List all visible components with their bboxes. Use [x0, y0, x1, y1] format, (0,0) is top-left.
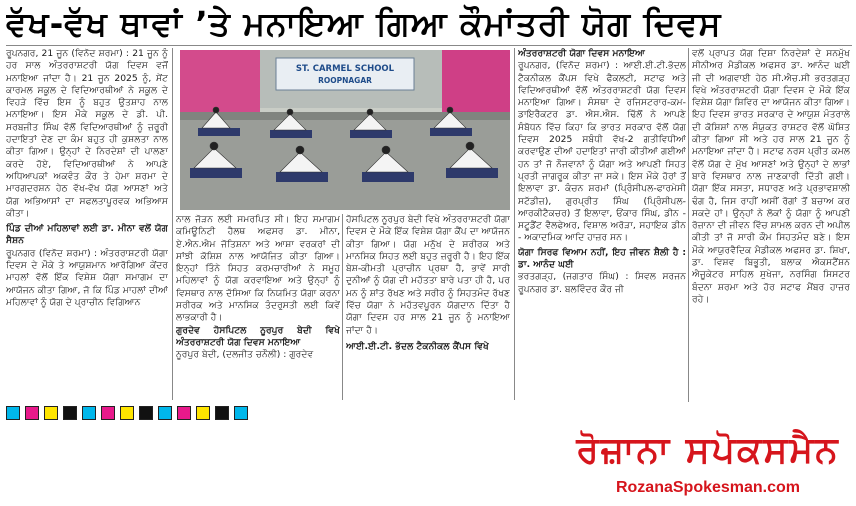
color-swatch	[101, 406, 115, 420]
color-swatch	[120, 406, 134, 420]
column-divider	[688, 48, 689, 402]
yoga-mat	[270, 130, 312, 138]
article-column-4	[518, 48, 686, 400]
student-head	[382, 146, 390, 154]
article-paragraph: ਰੂਪਨਗਰ (ਵਿਨੋਦ ਸ਼ਰਮਾ) : ਅੰਤਰਰਾਸ਼ਟਰੀ ਯੋਗਾ ਦਿਵਸ ਦੇ ਮੌਕੇ ਤੇ ਆਯੁਸ਼ਮਾਨ ਆਰੋਗਿਆ ਕੇਂਦਰ ਮਾਹਲਾਂ ਵੱਲੋਂ ਇੱਕ ਵਿਸ਼ੇਸ਼ ਯੋਗਾ ਸਮਾਗਮ ਦਾ ਆਯੋਜਨ ਕੀਤਾ ਗਿਆ, ਜੋ ਕਿ ਪਿੰਡ ਮਾਹਲਾਂ ਦੀਆਂ ਮਹਿਲਾਵਾਂ ਨੂੰ ਯੋਗ ਦੇ ਪ੍ਰਾਚੀਨ ਵਿਗਿਆਨ	[6, 247, 168, 308]
student-head	[213, 107, 219, 113]
column-divider	[514, 48, 515, 400]
article-column-3	[346, 214, 510, 400]
student-head	[287, 109, 293, 115]
article-subhead: ਅੰਤਰਰਾਸ਼ਟਰੀ ਯੋਗਾ ਦਿਵਸ ਮਨਾਇਆ	[518, 48, 645, 59]
column-divider	[172, 48, 173, 400]
article-column-2	[176, 214, 340, 400]
article-paragraph: ਹੋਸਪਿਟਲ ਨੂਰਪੁਰ ਬੇਦੀ ਵਿਖੇ ਅੰਤਰਰਾਸ਼ਟਰੀ ਯੋਗਾ ਦਿਵਸ ਦੇ ਮੌਕੇ ਇੱਕ ਵਿਸ਼ੇਸ਼ ਯੋਗਾ ਕੈਂਪ ਦਾ ਆਯੋਜਨ ਕੀਤਾ ਗਿਆ। ਯੋਗ ਮਨੁੱਖ ਦੇ ਸ਼ਰੀਰਕ ਅਤੇ ਮਾਨਸਿਕ ਸਿਹਤ ਲਈ ਬਹੁਤ ਜ਼ਰੂਰੀ ਹੈ। ਇਹ ਇੱਕ ਬੇਸ਼-ਕੀਮਤੀ ਪ੍ਰਾਚੀਨ ਪ੍ਰਥਾ ਹੈ, ਭਾਵੇਂ ਸਾਰੀ ਦੁਨੀਆਂ ਨੂੰ ਯੋਗ ਦੀ ਮਹੱਤਤਾ ਬਾਰੇ ਪਤਾ ਹੀ ਹੈ, ਪਰ ਮਨ ਨੂੰ ਸ਼ਾਂਤ ਰੱਖਣ ਅਤੇ ਸਰੀਰ ਨੂੰ ਸਿਹਤਮੰਦ ਰੱਖਣ ਵਿੱਚ ਯੋਗਾ ਨੇ ਮਹੱਤਵਪੂਰਨ ਯੋਗਦਾਨ ਦਿੱਤਾ ਹੈ ਯੋਗਾ ਦਿਵਸ ਹਰ ਸਾਲ 21 ਜੂਨ ਨੂੰ ਮਨਾਇਆ ਜਾਂਦਾ ਹੈ।	[346, 214, 510, 336]
right-curtain	[442, 50, 510, 112]
yoga-mat	[190, 168, 242, 178]
yoga-mat	[362, 172, 414, 182]
color-swatch	[196, 406, 210, 420]
headline: ਵੱਖ-ਵੱਖ ਥਾਵਾਂ ’ਤੇ ਮਨਾਇਆ ਗਿਆ ਕੌਮਾਂਤਰੀ ਯੋਗ ਦਿਵਸ	[6, 4, 722, 43]
newspaper-logo: ਰੋਜ਼ਾਨਾ ਸਪੋਕਸਮੈਨ	[576, 430, 840, 471]
yoga-mat	[350, 130, 392, 138]
website-url: RozanaSpokesman.com	[615, 479, 801, 496]
yoga-photo	[180, 50, 510, 210]
yoga-scene-illustration	[180, 50, 510, 210]
student-head	[210, 142, 218, 150]
yoga-mat	[430, 128, 472, 136]
color-swatch	[44, 406, 58, 420]
color-registration-strip	[6, 404, 511, 422]
article-paragraph: ਰੂਪਨਗਰ, (ਵਿਨੋਦ ਸ਼ਰਮਾ) : ਆਈ.ਈ.ਟੀ.ਭੱਦਲ ਟੈਕਨੀਕਲ ਕੈਂਪਸ ਵਿਖੇ ਫੈਕਲਟੀ, ਸਟਾਫ ਅਤੇ ਵਿਦਿਆਰਥੀਆਂ ਵੱਲੋਂ ਅੰਤਰਰਾਸ਼ਟਰੀ ਯੋਗ ਦਿਵਸ ਮਨਾਇਆ ਗਿਆ। ਸੰਸਥਾ ਦੇ ਰਜਿਸਟਰਾਰ-ਕਮ-ਡਾਇਰੈਕਟਰ ਡਾ. ਐਸ.ਐਸ. ਢਿੱਲੋਂ ਨੇ ਆਪਣੇ ਸੰਬੋਧਨ ਵਿੱਚ ਕਿਹਾ ਕਿ ਭਾਰਤ ਸਰਕਾਰ ਵੱਲੋਂ ਯੋਗ ਦਿਵਸ 2025 ਸਬੰਧੀ ਵੱਖ-2 ਗਤੀਵਿਧੀਆਂ ਕਰਵਾਉਣ ਦੀਆਂ ਹਦਾਇਤਾਂ ਜਾਰੀ ਕੀਤੀਆਂ ਗਈਆਂ ਹਨ ਤਾਂ ਜੋ ਨੌਜਵਾਨਾਂ ਨੂੰ ਯੋਗਾ ਅਤੇ ਆਪਣੀ ਸਿਹਤ ਪ੍ਰਤੀ ਜਾਗਰੂਕ ਕੀਤਾ ਜਾ ਸਕੇ। ਇਸ ਮੌਕੇ ਹੋਰਾਂ ਤੋਂ ਇਲਾਵਾ ਡਾ. ਕੰਚਨ ਸ਼ਰਮਾਂ (ਪ੍ਰਿੰਸੀਪਲ-ਫਾਰਮੇਸੀ ਸਟੱਡੀਜ਼), ਗੁਰਪ੍ਰੀਤ ਸਿੰਘ (ਪ੍ਰਿੰਸੀਪਲ-ਆਰਕੀਟੈਕਚਰ) ਤੋਂ ਇਲਾਵਾ, ਓਂਕਾਰ ਸਿੰਘ, ਡੀਨ - ਸਟੂਡੈਂਟ ਵੈਲਫੇਅਰ, ਵਿਸ਼ਾਲ ਅਰੋੜਾ, ਸਹਾਇਕ ਡੀਨ - ਅਕਾਦਮਿਕ ਆਦਿ ਹਾਜ਼ਰ ਸਨ।	[518, 60, 686, 244]
article-column-5	[692, 48, 850, 402]
banner-line-2: ROOPNAGAR	[318, 76, 372, 85]
floor-edge	[180, 112, 510, 120]
article-paragraph: ਭਰਤਗੜ੍ਹ, (ਜਗਤਾਰ ਸਿੰਘ) : ਸਿਵਲ ਸਰਜਨ ਰੂਪਨਗਰ ਡਾ. ਬਲਵਿੰਦਰ ਕੌਰ ਜੀ	[518, 271, 686, 295]
student-head	[296, 146, 304, 154]
yoga-mat	[446, 168, 498, 178]
color-swatch	[234, 406, 248, 420]
article-paragraph: ਨਾਲ ਜੋੜਨ ਲਈ ਸਮਰਪਿਤ ਸੀ। ਇਹ ਸਮਾਗਮ ਕਮਿਊਨਿਟੀ ਹੈਲਥ ਅਫਸਰ ਡਾ. ਮੀਨਾ, ਏ.ਐਨ.ਐਮ ਜੋਤਿਸ਼ਨਾ ਅਤੇ ਆਸ਼ਾ ਵਰਕਰਾਂ ਦੀ ਸਾਂਝੀ ਕੋਸ਼ਿਸ਼ ਨਾਲ ਆਯੋਜਿਤ ਕੀਤਾ ਗਿਆ। ਇਨ੍ਹਾਂ ਤਿੰਨੇ ਸਿਹਤ ਕਰਮਚਾਰੀਆਂ ਨੇ ਸਮੂਹ ਮਹਿਲਾਵਾਂ ਨੂੰ ਯੋਗ ਕਰਵਾਇਆ ਅਤੇ ਉਨ੍ਹਾਂ ਨੂੰ ਵਿਸਥਾਰ ਨਾਲ ਦੱਸਿਆ ਕਿ ਨਿਯਮਿਤ ਯੋਗਾ ਕਰਨਾ ਸਰੀਰਕ ਅਤੇ ਮਾਨਸਿਕ ਤੰਦਰੁਸਤੀ ਲਈ ਕਿਵੇਂ ਲਾਭਕਾਰੀ ਹੈ।	[176, 214, 340, 324]
article-paragraph: ਰੂਪਨਗਰ, 21 ਜੂਨ (ਵਿਨੋਦ ਸ਼ਰਮਾ) : 21 ਜੂਨ ਨੂੰ ਹਰ ਸਾਲ ਅੰਤਰਰਾਸ਼ਟਰੀ ਯੋਗ ਦਿਵਸ ਵਜੋਂ ਮਨਾਇਆ ਜਾਂਦਾ ਹੈ। 21 ਜੂਨ 2025 ਨੂੰ, ਸੇਂਟ ਕਾਰਮਲ ਸਕੂਲ ਦੇ ਵਿਦਿਆਰਥੀਆਂ ਨੇ ਸਕੂਲ ਦੇ ਵਿਹੜੇ ਵਿੱਚ ਇਸ ਨੂੰ ਬਹੁਤ ਉਤਸ਼ਾਹ ਨਾਲ ਮਨਾਇਆ। ਇਸ ਮੌਕੇ ਸਕੂਲ ਦੇ ਡੀ. ਪੀ. ਸਰਬਜੀਤ ਸਿੰਘ ਵੱਲੋਂ ਵਿਦਿਆਰਥੀਆਂ ਨੂੰ ਜ਼ਰੂਰੀ ਹਦਾਇਤਾਂ ਦੇਣ ਦਾ ਕੰਮ ਬਹੁਤ ਹੀ ਕੁਸ਼ਲਤਾ ਨਾਲ ਕੀਤਾ ਗਿਆ। ਉਨ੍ਹਾਂ ਦੇ ਨਿਰਦੇਸ਼ਾਂ ਦੀ ਪਾਲਣਾ ਕਰਦੇ ਹੋਏ, ਵਿਦਿਆਰਥੀਆਂ ਨੇ ਆਪਣੇ ਅਧਿਆਪਕਾਂ ਅਕਵੰਤ ਕੌਰ ਤੇ ਹੇਮਾ ਸ਼ਰਮਾ ਦੇ ਮਾਰਗਦਰਸ਼ਨ ਹੇਠ ਵੱਖ-ਵੱਖ ਯੋਗ ਆਸਣਾਂ ਅਤੇ ਯੋਗ ਅਭਿਆਸਾਂ ਦਾ ਸਫਲਤਾਪੂਰਵਕ ਅਭਿਆਸ ਕੀਤਾ।	[6, 48, 168, 219]
school-banner	[276, 58, 414, 90]
color-swatch	[215, 406, 229, 420]
student-head	[466, 142, 474, 150]
article-subhead: ਯੋਗਾ ਸਿਰਫ ਵਿਆਮ ਨਹੀਂ, ਇਹ ਜੀਵਨ ਸ਼ੈਲੀ ਹੈ : ਡਾ. ਆਨੰਦ ਘਈ	[518, 246, 686, 271]
yoga-mat	[276, 172, 328, 182]
student-head	[367, 109, 373, 115]
color-swatch	[158, 406, 172, 420]
yoga-mat	[198, 128, 240, 136]
color-swatch	[25, 406, 39, 420]
headline-rule	[6, 45, 852, 46]
article-paragraph: ਵਲੋਂ ਪ੍ਰਾਪਤ ਯੋਗ ਦਿਸ਼ਾ ਨਿਰਦੇਸ਼ਾਂ ਦੇ ਸਨਮੁੱਖ ਸੀਨੀਅਰ ਮੈਡੀਕਲ ਅਫਸਰ ਡਾ. ਆਨੰਦ ਘਈ ਜੀ ਦੀ ਅਗਵਾਈ ਹੇਠ ਸੀ.ਐਚ.ਸੀ ਭਰਤਗੜ੍ਹ ਵਿਖੇ ਅੰਤਰਰਾਸ਼ਟਰੀ ਯੋਗਾ ਦਿਵਸ ਦੇ ਮੌਕੇ ਇੱਕ ਵਿਸ਼ੇਸ਼ ਯੋਗਾ ਸ਼ਿਵਿਰ ਦਾ ਆਯੋਜਨ ਕੀਤਾ ਗਿਆ। ਇਹ ਦਿਵਸ ਭਾਰਤ ਸਰਕਾਰ ਦੇ ਆਯੁਸ਼ ਮੰਤਰਾਲੇ ਦੀ ਕੋਸ਼ਿਸ਼ਾਂ ਨਾਲ ਸੰਯੁਕਤ ਰਾਸ਼ਟਰ ਵੱਲੋਂ ਘੋਸ਼ਿਤ ਕੀਤਾ ਗਿਆ ਸੀ ਅਤੇ ਹਰ ਸਾਲ 21 ਜੂਨ ਨੂੰ ਮਨਾਇਆ ਜਾਂਦਾ ਹੈ। ਸਟਾਫ ਨਰਸ ਪ੍ਰੀਤ ਕਮਲ ਵੱਲੋਂ ਯੋਗ ਦੇ ਮੁੱਖ ਆਸਣਾਂ ਅਤੇ ਉਨ੍ਹਾਂ ਦੇ ਲਾਭਾਂ ਬਾਰੇ ਵਿਸਥਾਰ ਨਾਲ ਜਾਣਕਾਰੀ ਦਿੱਤੀ ਗਈ। ਯੋਗਾ ਇੱਕ ਸਸਤਾ, ਸਧਾਰਣ ਅਤੇ ਪ੍ਰਭਾਵਸ਼ਾਲੀ ਢੰਗ ਹੈ, ਜਿਸ ਰਾਹੀਂ ਅਸੀਂ ਰੋਗਾਂ ਤੋਂ ਬਚਾਅ ਕਰ ਸਕਦੇ ਹਾਂ। ਉਨ੍ਹਾਂ ਨੇ ਲੋਕਾਂ ਨੂੰ ਯੋਗਾ ਨੂੰ ਆਪਣੀ ਰੋਜ਼ਾਨਾ ਦੀ ਜੀਵਨ ਵਿੱਚ ਸ਼ਾਮਲ ਕਰਨ ਦੀ ਅਪੀਲ ਕੀਤੀ ਤਾਂ ਜੋ ਸਾਰੀ ਕੌਮ ਸਿਹਤਮੰਦ ਬਣੇ। ਇਸ ਮੌਕੇ ਆਯੁਰਵੈਦਿਕ ਮੈਡੀਕਲ ਅਫਸਰ ਡਾ. ਸ਼ਿਖਾ, ਡਾ. ਵਿਸ਼ਵ ਬਿਭੂਤੀ, ਬਲਾਕ ਐਕਸਟੈਂਸ਼ਨ ਐਜੂਕੇਟਰ ਸਾਹਿਲ ਸੁਖੇਜਾ, ਨਰਸਿੰਗ ਸਿਸਟਰ ਬੰਦਨਾ ਸ਼ਰਮਾ ਅਤੇ ਹੋਰ ਸਟਾਫ ਮੈਂਬਰ ਹਾਜ਼ਰ ਰਹੇ।	[692, 48, 850, 305]
article-subhead: ਪਿੰਡ ਦੀਆਂ ਮਹਿਲਾਵਾਂ ਲਈ ਡਾ. ਮੀਨਾ ਵਲੋਂ ਯੋਗ ਸੈਸ਼ਨ	[6, 223, 168, 247]
color-swatch	[177, 406, 191, 420]
article-column-1	[6, 48, 168, 400]
left-curtain	[180, 50, 260, 112]
column-divider	[342, 214, 343, 400]
article-paragraph: ਨੂਰਪੁਰ ਬੇਦੀ, (ਦਲਜੀਤ ਚਨੌਲੀ) : ਗੁਰਦੇਵ	[176, 349, 314, 361]
color-swatch	[63, 406, 77, 420]
color-swatch	[6, 406, 20, 420]
article-subhead: ਗੁਰਦੇਵ ਹੋਸਪਿਟਲ ਨੂਰਪੁਰ ਬੇਦੀ ਵਿਖੇ ਅੰਤਰਰਾਸ਼ਟਰੀ ਯੋਗ ਦਿਵਸ ਮਨਾਇਆ	[176, 324, 340, 348]
banner-line-1: ST. CARMEL SCHOOL	[295, 64, 395, 74]
color-swatch	[82, 406, 96, 420]
color-swatch	[139, 406, 153, 420]
article-subhead: ਆਈ.ਈ.ਟੀ. ਭੱਦਲ ਟੈਕਨੀਕਲ ਕੈਂਪਸ ਵਿਖੇ	[346, 340, 489, 352]
student-head	[447, 107, 453, 113]
